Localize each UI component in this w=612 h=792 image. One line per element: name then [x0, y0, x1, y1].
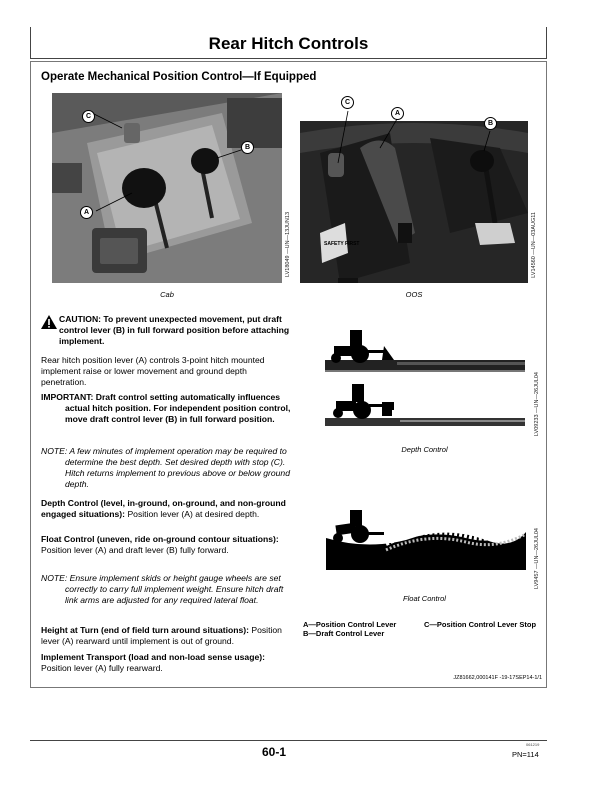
caution-block	[41, 314, 291, 347]
depth-control-illustration	[322, 318, 527, 428]
callout-a-oos: A	[391, 107, 404, 120]
float-control-text: Position lever (A) and draft lever (B) fully forward.	[41, 545, 229, 555]
float-control-diagram	[326, 510, 526, 570]
caution-text: CAUTION: To prevent unexpected movement, put draft control lever (B) in full forward position before attaching implement.	[59, 314, 290, 346]
cab-caption: Cab	[160, 290, 174, 299]
intro-paragraph: Rear hitch position lever (A) controls 3-point hitch mounted implement raise or lower movement and ground depth penetration.	[41, 355, 265, 387]
callout-c-cab: C	[82, 110, 95, 123]
depth-control-paragraph	[41, 498, 291, 520]
callout-c-oos: C	[341, 96, 354, 109]
depth-control-diagram	[322, 318, 527, 428]
note-depth: NOTE: A few minutes of implement operation may be required to determine the best depth. Set desired depth with stop (C). Hitch returns implement to previous above or below ground depth.	[41, 446, 290, 489]
important-block	[41, 392, 291, 425]
important-label: IMPORTANT:	[41, 392, 94, 402]
important-text: Draft control setting automatically influences actual hitch position. For independent position control, move draft control lever (B) in full forward position.	[65, 392, 291, 424]
transport-paragraph	[41, 652, 291, 674]
legend-a: A—Position Control Lever	[303, 620, 397, 629]
callout-b-oos: B	[484, 117, 497, 130]
footer-code: 061219	[526, 742, 540, 747]
legend-c: C—Position Control Lever Stop	[424, 620, 537, 629]
footer-rule	[30, 740, 547, 741]
transport-text: Position lever (A) fully rearward.	[41, 663, 163, 673]
pn-number: PN=114	[512, 750, 539, 759]
float-control-paragraph	[41, 534, 291, 556]
float-control-illustration	[326, 510, 526, 570]
depth-control-label: Depth Control (level, in-ground, on-ground, and non-ground engaged situations):	[41, 498, 286, 519]
callout-b-cab: B	[241, 141, 254, 154]
warning-icon	[41, 315, 57, 329]
legend-b: B—Draft Control Lever	[303, 629, 385, 638]
document-code: JZ81662,000141F -19-17SEP14-1/1	[453, 675, 542, 681]
callout-a-cab: A	[80, 206, 93, 219]
page-title: Rear Hitch Controls	[30, 27, 547, 59]
float-control-label: Float Control (uneven, ride on-ground contour situations):	[41, 534, 279, 544]
height-at-turn-text: Position lever (A) rearward until implement is out of ground.	[41, 625, 282, 646]
height-at-turn-label: Height at Turn (end of field turn around situations):	[41, 625, 249, 635]
float-caption: Float Control	[403, 594, 446, 603]
section-title: Operate Mechanical Position Control—If Equipped	[41, 71, 317, 83]
cab-figure-code: LV18049 —UN—13JUN13	[285, 212, 291, 278]
oos-caption: OOS	[405, 290, 423, 299]
depth-control-text: Position lever (A) at desired depth.	[127, 509, 260, 519]
safety-sign-text: SAFETY FIRST	[324, 241, 360, 247]
depth-caption: Depth Control	[401, 445, 448, 454]
oos-figure-code: LV14560 —UN—03AUG11	[531, 212, 537, 278]
height-at-turn-paragraph	[41, 625, 291, 647]
page-number: 60-1	[262, 745, 287, 759]
note-float: NOTE: Ensure implement skids or height gauge wheels are set correctly to carry full implement weight. Ensure hitch draft link arms are adjusted for any required lateral float.	[41, 573, 284, 605]
float-figure-code: LV9457 —UN—26JUL04	[534, 528, 540, 590]
depth-figure-code: LV09233 —UN—26JUL04	[534, 372, 540, 437]
transport-label: Implement Transport (load and non-load sense usage):	[41, 652, 265, 662]
